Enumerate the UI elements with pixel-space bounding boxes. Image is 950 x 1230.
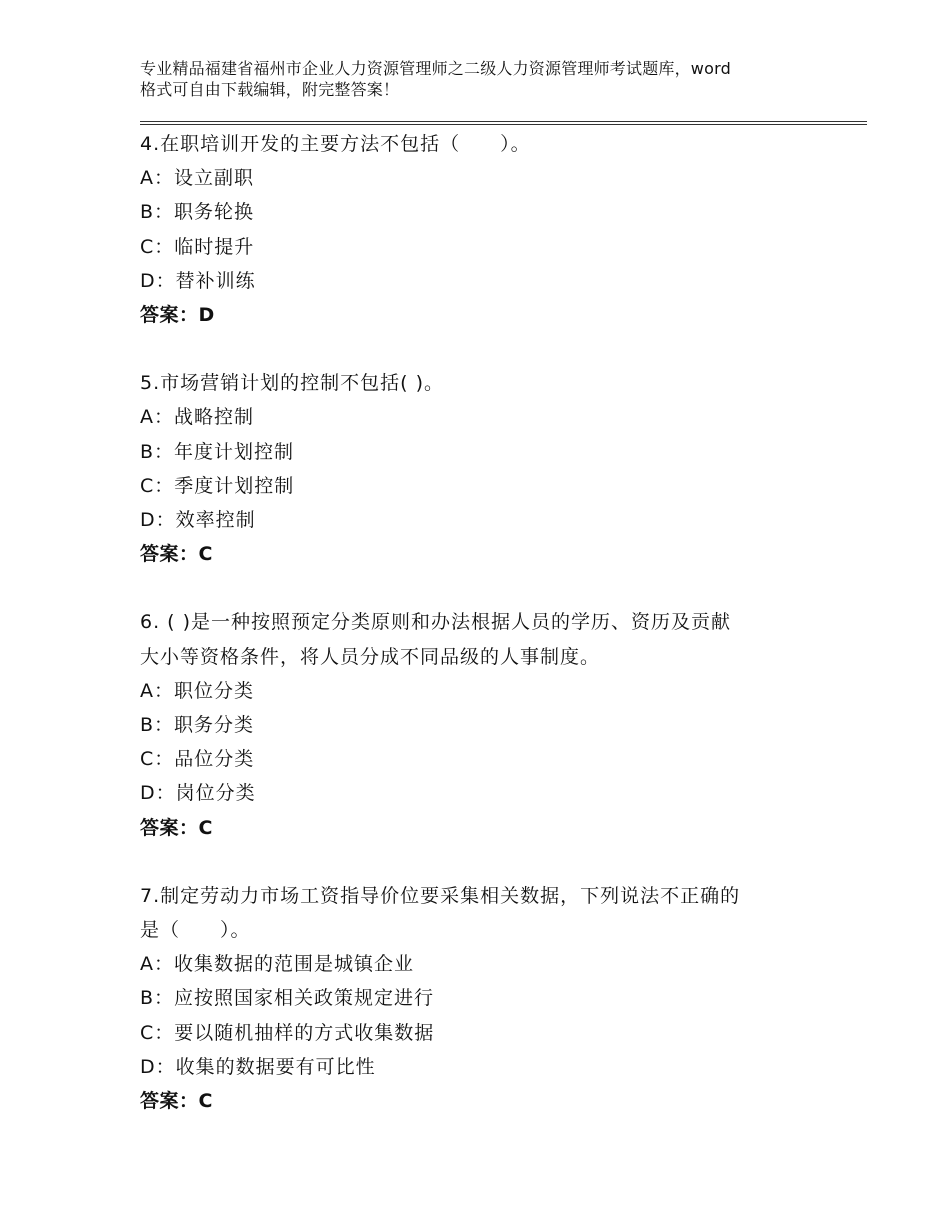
header-divider-bottom — [140, 124, 867, 125]
option-d: D：岗位分类 — [140, 782, 256, 805]
answer: 答案：D — [140, 304, 215, 327]
option-c: C：季度计划控制 — [140, 474, 295, 497]
option-b: B：年度计划控制 — [140, 440, 295, 463]
option-d: D：收集的数据要有可比性 — [140, 1055, 376, 1078]
option-a: A：战略控制 — [140, 406, 254, 429]
answer: 答案：C — [140, 543, 213, 566]
question-text: 5.市场营销计划的控制不包括( )。 — [140, 372, 444, 395]
option-d: D：效率控制 — [140, 509, 256, 532]
option-c: C：品位分类 — [140, 748, 255, 771]
document-header — [140, 58, 840, 100]
question-text-line-1: 6. ( )是一种按照预定分类原则和办法根据人员的学历、资历及贡献 — [140, 611, 732, 634]
question-list — [140, 127, 860, 1152]
question-text-line-2: 是（ ）。 — [140, 919, 251, 942]
header-line-2: 格式可自由下载编辑，附完整答案！ — [140, 80, 400, 99]
question-text: 4.在职培训开发的主要方法不包括（ ）。 — [140, 133, 531, 155]
option-b: B：职务分类 — [140, 714, 255, 737]
question-6 — [140, 605, 860, 844]
option-c: C：临时提升 — [140, 235, 255, 258]
header-divider-top — [140, 121, 867, 122]
question-text-line-2: 大小等资格条件，将人员分成不同品级的人事制度。 — [140, 645, 601, 668]
question-4 — [140, 127, 860, 332]
option-b: B：应按照国家相关政策规定进行 — [140, 987, 435, 1010]
question-7 — [140, 879, 860, 1118]
header-line-1: 专业精品福建省福州市企业人力资源管理师之二级人力资源管理师考试题库，word — [140, 59, 731, 78]
option-b: B：职务轮换 — [140, 201, 255, 224]
option-d: D：替补训练 — [140, 269, 256, 292]
question-5 — [140, 366, 860, 571]
answer: 答案：C — [140, 816, 213, 839]
option-a: A：职位分类 — [140, 679, 254, 702]
answer: 答案：C — [140, 1090, 213, 1113]
option-c: C：要以随机抽样的方式收集数据 — [140, 1021, 435, 1044]
option-a: A：设立副职 — [140, 167, 254, 190]
question-text-line-1: 7.制定劳动力市场工资指导价位要采集相关数据，下列说法不正确的 — [140, 884, 741, 907]
option-a: A：收集数据的范围是城镇企业 — [140, 953, 414, 976]
